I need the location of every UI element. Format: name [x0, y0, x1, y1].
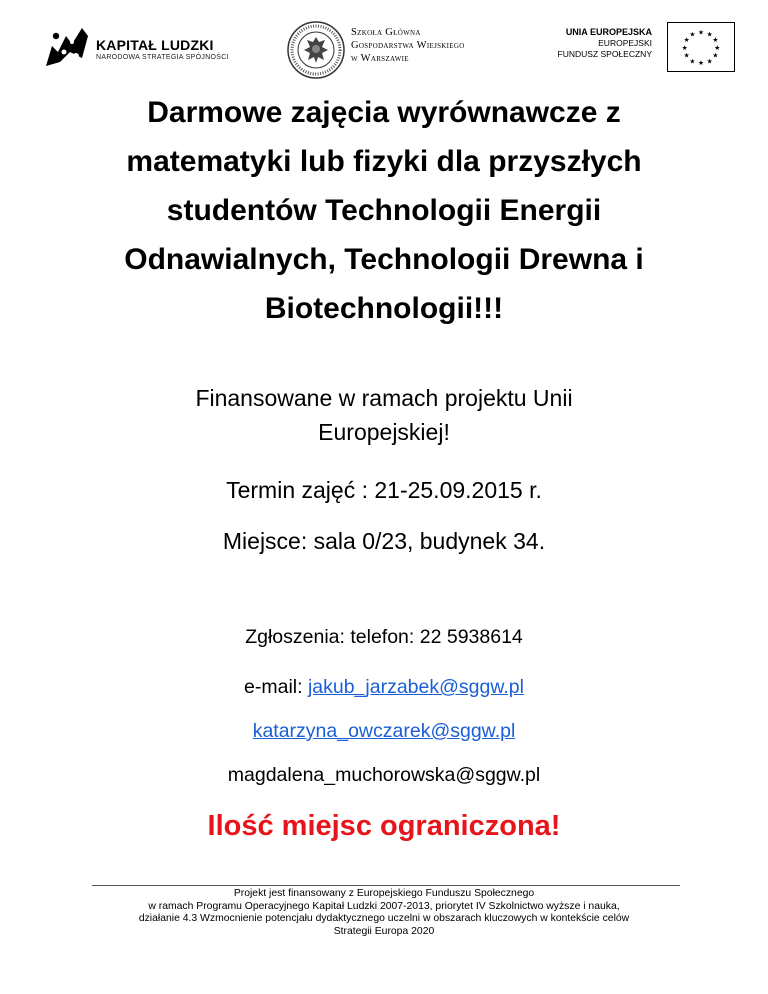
eu-line-2: EUROPEJSKI	[598, 38, 652, 48]
footer-divider	[92, 885, 680, 886]
place-text: Miejsce: sala 0/23, budynek 34.	[222, 528, 546, 554]
footer-line-3: działanie 4.3 Wzmocnienie potencjału dydaktycznego uczelni w obszarach kluczowych w kontekście celów	[138, 913, 630, 925]
svg-text:★: ★	[683, 36, 690, 45]
svg-text:★: ★	[683, 51, 690, 60]
email-link-owczarek[interactable]: katarzyna_owczarek@sggw.pl	[252, 720, 516, 742]
svg-text:★: ★	[706, 30, 713, 39]
email-label: e-mail:	[244, 676, 308, 698]
svg-text:★: ★	[689, 57, 696, 66]
title-line-5: Biotechnologii!!!	[264, 292, 504, 325]
svg-text:★: ★	[697, 28, 705, 37]
footer-line-2: w ramach Programu Operacyjnego Kapitał Ludzki 2007-2013, priorytet IV Szkolnictwo wyższe i nauka,	[148, 900, 620, 912]
footer-line-1: Projekt jest finansowany z Europejskiego Funduszu Społecznego	[233, 888, 535, 899]
title-line-4: Odnawialnych, Technologii Drewna i	[124, 243, 644, 276]
title-line-2: matematyki lub fizyki dla przyszłych	[126, 145, 642, 178]
page-title	[60, 88, 708, 333]
eu-line-3: FUNDUSZ SPOŁECZNY	[557, 49, 652, 59]
svg-text:★: ★	[712, 36, 719, 45]
svg-text:★: ★	[681, 43, 688, 52]
financing-line-2: Europejskiej!	[318, 419, 450, 445]
svg-text:★: ★	[689, 30, 696, 39]
title-line-1: Darmowe zajęcia wyrównawcze z	[147, 96, 621, 129]
sggw-line-2: Gospodarstwa Wiejskiego	[351, 40, 465, 51]
email-line-3: magdalena_muchorowska@sggw.pl	[227, 764, 541, 786]
kapital-ludzki-title: KAPITAŁ LUDZKI	[96, 37, 214, 53]
svg-text:★: ★	[706, 57, 713, 66]
term-text: Termin zajęć : 21-25.09.2015 r.	[226, 477, 542, 503]
eu-name	[558, 27, 652, 60]
kapital-ludzki-logo-icon	[42, 22, 92, 70]
eu-line-1: UNIA EUROPEJSKA	[565, 27, 652, 37]
phone-text: Zgłoszenia: telefon: 22 5938614	[245, 626, 523, 648]
eu-flag-icon	[667, 22, 735, 72]
email-line-1	[60, 674, 708, 700]
svg-text:★: ★	[712, 51, 719, 60]
footer-text	[40, 888, 728, 938]
email-link-jarzabek[interactable]: jakub_jarzabek@sggw.pl	[307, 676, 524, 698]
page-header	[0, 0, 768, 90]
title-line-3: studentów Technologii Energii	[166, 194, 602, 227]
svg-text:★: ★	[697, 59, 705, 68]
email-line-2	[60, 718, 708, 744]
sggw-seal-icon	[286, 20, 346, 80]
sggw-line-1: Szkoła Główna	[351, 27, 421, 38]
limited-places-warning: Ilość miejsc ograniczona!	[207, 810, 561, 842]
kapital-ludzki-subtitle: NARODOWA STRATEGIA SPÓJNOŚCI	[96, 54, 229, 61]
footer-line-4: Strategii Europa 2020	[333, 925, 435, 937]
financing-line-1: Finansowane w ramach projektu Unii	[195, 385, 573, 411]
svg-text:★: ★	[714, 43, 721, 52]
financing-text	[60, 381, 708, 449]
sggw-line-3: w Warszawie	[351, 53, 409, 64]
sggw-name	[351, 26, 465, 65]
